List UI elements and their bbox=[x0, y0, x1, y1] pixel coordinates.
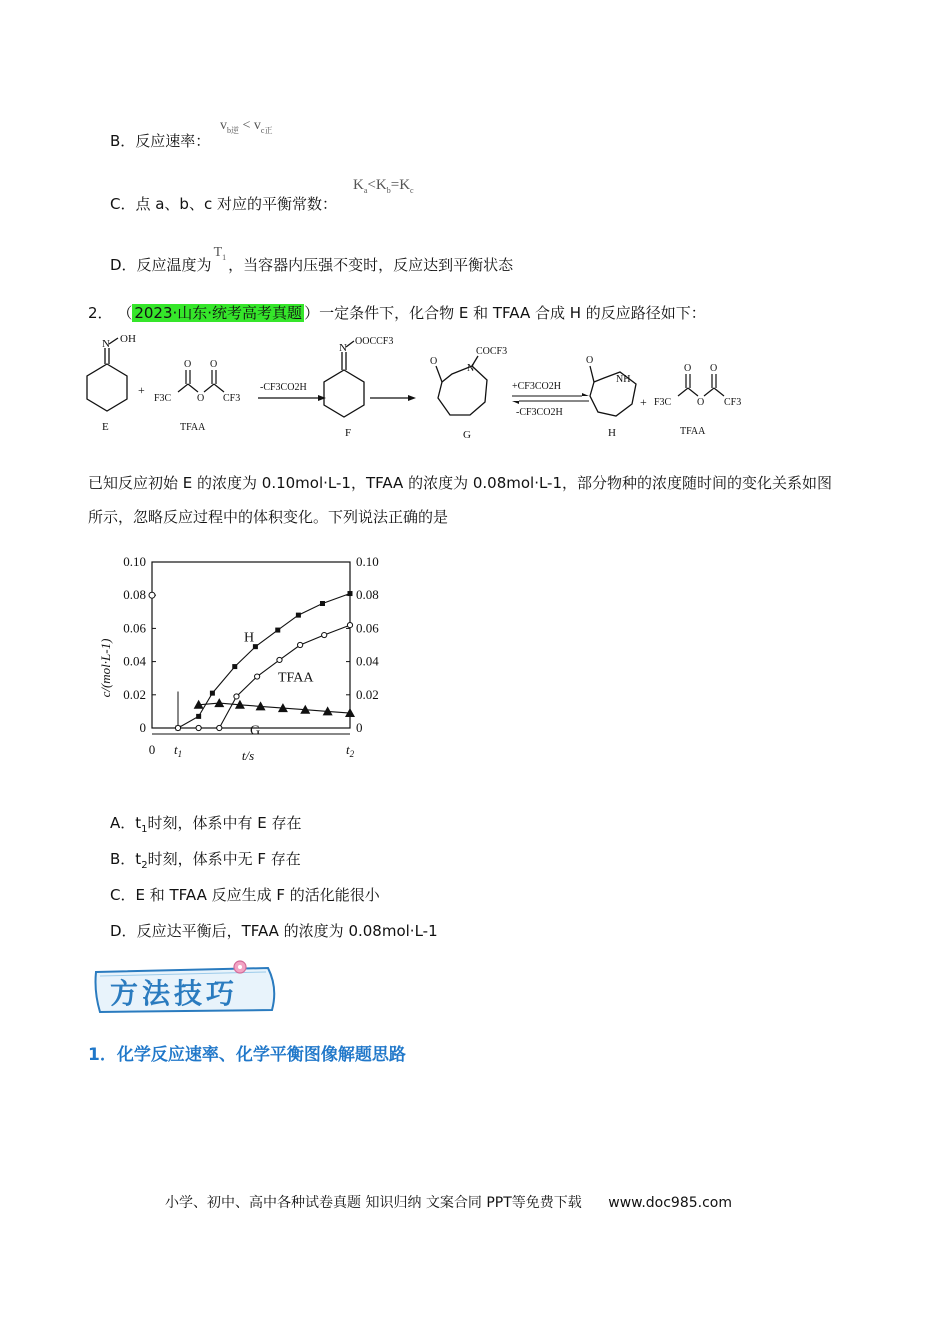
tfaa1-o-b: O bbox=[210, 359, 218, 370]
marker-tfaa bbox=[277, 657, 282, 662]
tfaa1-f3c: F3C bbox=[154, 393, 172, 404]
option-t-sub: 1 bbox=[141, 824, 148, 835]
tfaa1-label: TFAA bbox=[180, 422, 206, 433]
formula-v1: v bbox=[220, 118, 227, 133]
option-b[interactable] bbox=[110, 848, 301, 871]
option-c-prev bbox=[110, 177, 414, 214]
h-nh: NH bbox=[616, 374, 631, 385]
k-op1: < bbox=[367, 177, 376, 193]
x-tick-label: 0 bbox=[148, 742, 156, 757]
source-highlight: 2023·山东·统考高考真题 bbox=[134, 304, 303, 322]
description-line-1: 已知反应初始 E 的浓度为 0.10mol·L-1，TFAA 的浓度为 0.08mol·L-1，部分物种的浓度随时间的变化关系如图 bbox=[88, 474, 833, 492]
option-d[interactable] bbox=[110, 920, 438, 941]
k1-sub: a bbox=[363, 186, 368, 195]
marker-tfaa bbox=[217, 725, 222, 730]
stem-text: 一定条件下，化合物 E 和 TFAA 合成 H 的反应路径如下： bbox=[319, 304, 706, 322]
tfaa2-label: TFAA bbox=[680, 426, 706, 437]
paren-open: （ bbox=[117, 304, 133, 322]
plus-2: + bbox=[640, 395, 647, 409]
rate-formula bbox=[220, 118, 272, 136]
tfaa1-cf3: CF3 bbox=[223, 393, 241, 404]
k2-sub: b bbox=[386, 186, 391, 195]
marker-tfaa bbox=[175, 725, 180, 730]
g-n: N bbox=[467, 363, 475, 374]
marker-g bbox=[214, 698, 224, 707]
option-letter: A． bbox=[110, 814, 136, 832]
marker-tfaa bbox=[255, 674, 260, 679]
option-a[interactable] bbox=[110, 812, 302, 835]
tfaa2-o-b: O bbox=[710, 363, 718, 374]
e-oh: OH bbox=[120, 333, 136, 345]
y-tick-label-left: 0.06 bbox=[123, 620, 146, 636]
e-n: N bbox=[102, 338, 110, 350]
y-tick-label-right: 0.02 bbox=[356, 686, 379, 702]
x-tick-sub: 2 bbox=[349, 749, 355, 759]
question2-stem bbox=[88, 302, 706, 323]
x-axis-label: t/s bbox=[241, 748, 255, 763]
k1: K bbox=[353, 177, 364, 193]
x-tick-label: $t_1$ bbox=[173, 742, 183, 759]
arrow-1-head bbox=[318, 395, 326, 401]
marker-h bbox=[196, 714, 201, 719]
arrow-2-head bbox=[408, 395, 416, 401]
series-label-g: G bbox=[250, 723, 261, 739]
eq-arrow-forward-head bbox=[582, 393, 589, 396]
k-op2: = bbox=[390, 177, 400, 193]
initial-point bbox=[149, 592, 155, 598]
h-label: H bbox=[608, 427, 616, 439]
option-c-prev-label: C．点 a、b、c 对应的平衡常数： bbox=[110, 195, 337, 213]
y-tick-label-left: 0.08 bbox=[123, 587, 146, 603]
k-formula bbox=[353, 177, 414, 195]
compound-g bbox=[436, 356, 487, 415]
option-t-sub: 2 bbox=[141, 860, 148, 871]
y-axis-label: c/(mol·L-1) bbox=[98, 638, 113, 698]
method-banner bbox=[92, 958, 282, 1018]
y-tick-label-left: 0.04 bbox=[123, 653, 146, 669]
k3-sub: c bbox=[410, 186, 414, 195]
footer-link[interactable]: www.doc985.com bbox=[608, 1195, 732, 1211]
concentration-chart bbox=[88, 548, 408, 770]
marker-tfaa bbox=[298, 642, 303, 647]
tfaa1-o-c: O bbox=[197, 393, 205, 404]
formula-sub2: c正 bbox=[260, 125, 273, 135]
g-sub: COCF3 bbox=[476, 346, 508, 357]
footer bbox=[165, 1192, 732, 1212]
option-b-prev-label: B．反应速率： bbox=[110, 132, 211, 150]
g-o: O bbox=[430, 356, 438, 367]
option-text: 时刻，体系中有 E 存在 bbox=[147, 814, 302, 832]
k3: K bbox=[399, 177, 411, 193]
option-text: 反应达平衡后，TFAA 的浓度为 0.08mol·L-1 bbox=[136, 922, 438, 940]
y-tick-label-right: 0.10 bbox=[356, 554, 379, 569]
marker-h bbox=[232, 664, 237, 669]
option-t: t bbox=[135, 850, 142, 868]
tfaa2-cf3: CF3 bbox=[724, 397, 742, 408]
h-o: O bbox=[586, 355, 594, 366]
series-label-h: H bbox=[244, 630, 255, 646]
description-line-2: 所示，忽略反应过程中的体积变化。下列说法正确的是 bbox=[88, 508, 449, 526]
arrow-1-label: -CF3CO2H bbox=[260, 382, 307, 393]
footer-left: 小学、初中、高中各种试卷真题 知识归纳 文案合同 PPT等免费下载 bbox=[165, 1195, 582, 1211]
t1-formula bbox=[214, 245, 227, 260]
y-tick-label-left: 0.02 bbox=[123, 686, 146, 702]
tfaa2-o-a: O bbox=[684, 363, 692, 374]
eq-top-label: +CF3CO2H bbox=[512, 381, 561, 392]
tfaa1-o-a: O bbox=[184, 359, 192, 370]
eq-arrow-back-head bbox=[512, 401, 519, 404]
formula-v2: v bbox=[253, 118, 261, 133]
x-tick-sub: 1 bbox=[177, 749, 183, 759]
marker-h bbox=[296, 613, 301, 618]
option-t: t bbox=[135, 814, 142, 832]
marker-h bbox=[275, 628, 280, 633]
marker-tfaa bbox=[234, 694, 239, 699]
marker-tfaa bbox=[347, 622, 352, 627]
paren-close: ） bbox=[304, 304, 320, 322]
marker-h bbox=[320, 601, 325, 606]
y-tick-label-right: 0.06 bbox=[356, 620, 379, 636]
f-n: N bbox=[339, 342, 347, 354]
option-text: E 和 TFAA 反应生成 F 的活化能很小 bbox=[135, 886, 380, 904]
y-tick-label-left: 0 bbox=[139, 720, 146, 735]
formula-lt: < bbox=[242, 118, 251, 133]
e-label: E bbox=[102, 421, 109, 433]
y-tick-label-right: 0 bbox=[356, 720, 363, 735]
tfaa2-f3c: F3C bbox=[654, 397, 672, 408]
option-d-prev-pre: D．反应温度为 bbox=[110, 256, 212, 274]
option-c[interactable] bbox=[110, 884, 380, 905]
y-tick-label-right: 0.04 bbox=[356, 653, 379, 669]
section-title: 1．化学反应速率、化学平衡图像解题思路 bbox=[88, 1045, 406, 1065]
formula-sub1: b逆 bbox=[227, 125, 239, 135]
k2: K bbox=[375, 177, 387, 193]
marker-h bbox=[348, 591, 353, 596]
g-label: G bbox=[463, 429, 471, 441]
tfaa-structure-1 bbox=[178, 370, 224, 392]
question-number: 2． bbox=[88, 304, 113, 322]
t-letter: T bbox=[213, 245, 223, 260]
option-b-prev bbox=[110, 118, 273, 151]
tfaa-structure-2 bbox=[678, 374, 724, 396]
tfaa2-o-c: O bbox=[697, 397, 705, 408]
option-letter: D． bbox=[110, 922, 137, 940]
y-tick-label-right: 0.08 bbox=[356, 587, 379, 603]
marker-tfaa bbox=[322, 632, 327, 637]
question2-description bbox=[88, 466, 868, 534]
reaction-scheme bbox=[80, 330, 770, 445]
f-label: F bbox=[345, 427, 352, 439]
y-tick-label-left: 0.10 bbox=[123, 554, 146, 569]
option-d-prev-post: ，当容器内压强不变时，反应达到平衡状态 bbox=[228, 256, 514, 274]
option-letter: B． bbox=[110, 850, 136, 868]
option-d-prev bbox=[110, 245, 514, 276]
series-label-tfaa: TFAA bbox=[278, 670, 314, 686]
plus-1: + bbox=[138, 383, 145, 397]
option-letter: C． bbox=[110, 886, 136, 904]
marker-h bbox=[210, 691, 215, 696]
f-sub: OOCCF3 bbox=[355, 336, 394, 347]
option-text: 时刻，体系中无 F 存在 bbox=[147, 850, 301, 868]
marker-tfaa bbox=[196, 725, 201, 730]
banner-text: 方法技巧 bbox=[110, 977, 239, 1010]
x-tick-label: $t_2$ bbox=[345, 742, 355, 759]
eq-bottom-label: -CF3CO2H bbox=[516, 407, 563, 418]
t-sub: 1 bbox=[222, 252, 227, 262]
